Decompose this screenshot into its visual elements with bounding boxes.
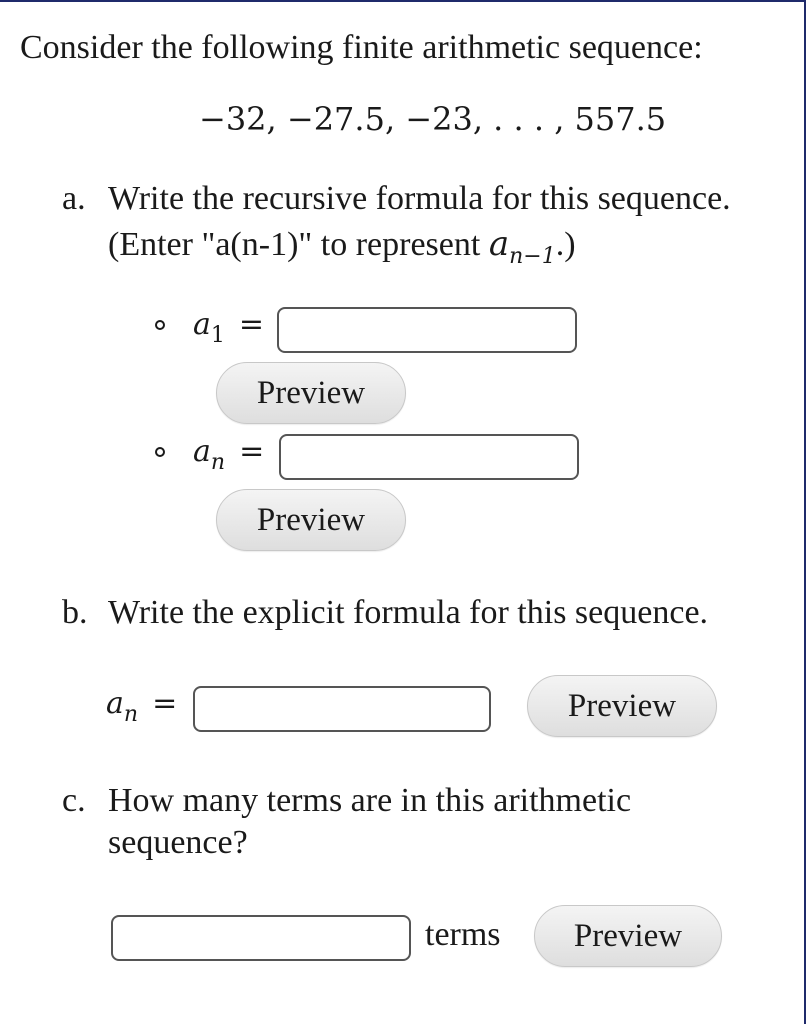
an-label — [193, 434, 264, 476]
sequence-text: −32, −27.5, −23, . . . , 557.5 — [199, 100, 667, 138]
part-c-marker: c. — [62, 782, 86, 819]
b-label — [106, 686, 177, 728]
a1-preview-button[interactable]: Preview — [216, 362, 406, 424]
a1-eq: = — [238, 307, 265, 342]
an-sub: n — [210, 450, 226, 475]
a1-sub: 1 — [210, 323, 225, 348]
part-a-line2 — [108, 224, 576, 270]
part-a-line2-start: (Enter "a(n-1)" to represent — [108, 226, 489, 263]
bullet-a1 — [155, 320, 165, 330]
part-b-marker: b. — [62, 594, 88, 631]
b-eq: = — [152, 686, 178, 721]
a1-label — [193, 307, 264, 349]
terms-unit: terms — [425, 916, 501, 953]
part-a-marker: a. — [62, 180, 86, 217]
part-c-line1: How many terms are in this arithmetic — [108, 782, 632, 819]
part-a-line2-var: a — [488, 224, 510, 264]
b-var: a — [106, 686, 124, 721]
an-preview-button[interactable]: Preview — [216, 489, 406, 551]
explicit-input[interactable] — [193, 686, 491, 732]
part-a-line2-end: .) — [555, 226, 576, 263]
an-eq: = — [239, 434, 265, 469]
b-sub: n — [123, 702, 139, 727]
terms-input[interactable] — [111, 915, 411, 961]
bullet-an — [155, 447, 165, 457]
an-input[interactable] — [279, 434, 579, 480]
part-a-line1: Write the recursive formula for this sequence. — [108, 180, 731, 217]
terms-preview-button[interactable]: Preview — [534, 905, 722, 967]
intro-text: Consider the following finite arithmetic sequence: — [20, 29, 703, 66]
part-a-line2-sub: n−1 — [509, 244, 556, 269]
part-b-text: Write the explicit formula for this sequence. — [108, 594, 709, 631]
an-var: a — [193, 434, 211, 469]
a1-input[interactable] — [277, 307, 577, 353]
part-c-line2: sequence? — [108, 824, 248, 861]
a1-var: a — [193, 307, 211, 342]
explicit-preview-button[interactable]: Preview — [527, 675, 717, 737]
